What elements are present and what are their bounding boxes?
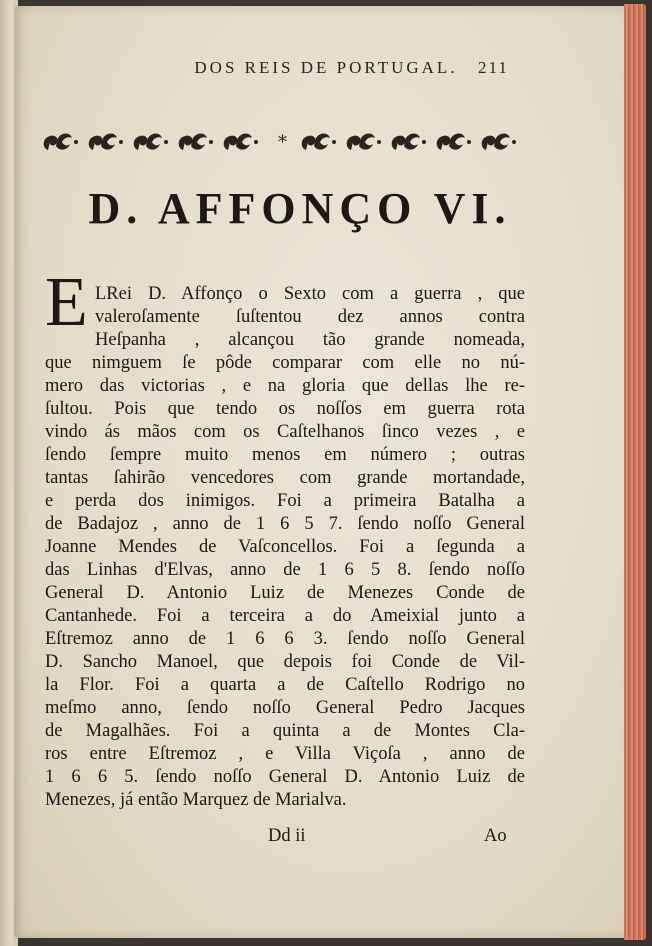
drop-cap: E — [45, 264, 88, 341]
text-line: das Linhas d'Elvas, anno de 1 6 5 8. ſendo noſſo — [45, 560, 525, 580]
text-line: Cantanhede. Foi a terceira a do Ameixial junto a — [45, 606, 525, 626]
text-line: ſendo ſempre muito menos em número ; outras — [45, 445, 525, 465]
page-number: 211 — [478, 58, 509, 77]
text-line: mero das victorias , e na gloria que dellas lhe re- — [45, 376, 525, 396]
text-line: LRei D. Affonço o Sexto com a guerra , que — [95, 284, 525, 304]
text-line: ſultou. Pois que tendo os noſſos em guerra rota — [45, 399, 525, 419]
text-line: Menezes, já então Marquez de Marialva. — [45, 790, 347, 810]
text-line: Eſtremoz anno de 1 6 6 3. ſendo noſſo General — [45, 629, 525, 649]
text-line: la Flor. Foi a quarta a de Caſtello Rodrigo no — [45, 675, 525, 695]
text-line: 1 6 6 5. ſendo noſſo General D. Antonio Luiz de — [45, 767, 525, 787]
text-line: que nimguem ſe pôde comparar com elle no nú- — [45, 353, 525, 373]
signature-mark: Dd ii — [268, 826, 306, 846]
text-line: Joanne Mendes de Vaſconcellos. Foi a ſegunda a — [45, 537, 525, 557]
running-header: DOS REIS DE PORTUGAL. — [194, 58, 458, 77]
chapter-title: D. AFFONÇO VI. — [88, 184, 512, 233]
text-line: meſmo anno, ſendo noſſo General Pedro Jacques — [45, 698, 525, 718]
catchword: Ao — [484, 826, 507, 846]
text-line: Heſpanha , alcançou tão grande nomeada, — [95, 330, 525, 350]
text-line: de Badajoz , anno de 1 6 5 7. ſendo noſſo General — [45, 514, 525, 534]
text-line: e perda dos inimigos. Foi a primeira Batalha a — [45, 491, 525, 511]
svg-text:*: * — [278, 132, 287, 153]
ornament-band-icon — [40, 124, 520, 164]
text-line: vindo ás mãos com os Caſtelhanos ſinco vezes , e — [45, 422, 525, 442]
text-line: General D. Antonio Luiz de Menezes Conde de — [45, 583, 525, 603]
text-line: valeroſamente ſuſtentou dez annos contra — [95, 307, 525, 327]
text-line: D. Sancho Manoel, que depois foi Conde de Vil- — [45, 652, 525, 672]
text-line: de Magalhães. Foi a quinta a de Montes Cla- — [45, 721, 525, 741]
text-line: tantas ſahirão vencedores com grande mortandade, — [45, 468, 525, 488]
page-edge-red — [624, 4, 646, 940]
text-line: ros entre Eſtremoz , e Villa Viçoſa , anno de — [45, 744, 525, 764]
